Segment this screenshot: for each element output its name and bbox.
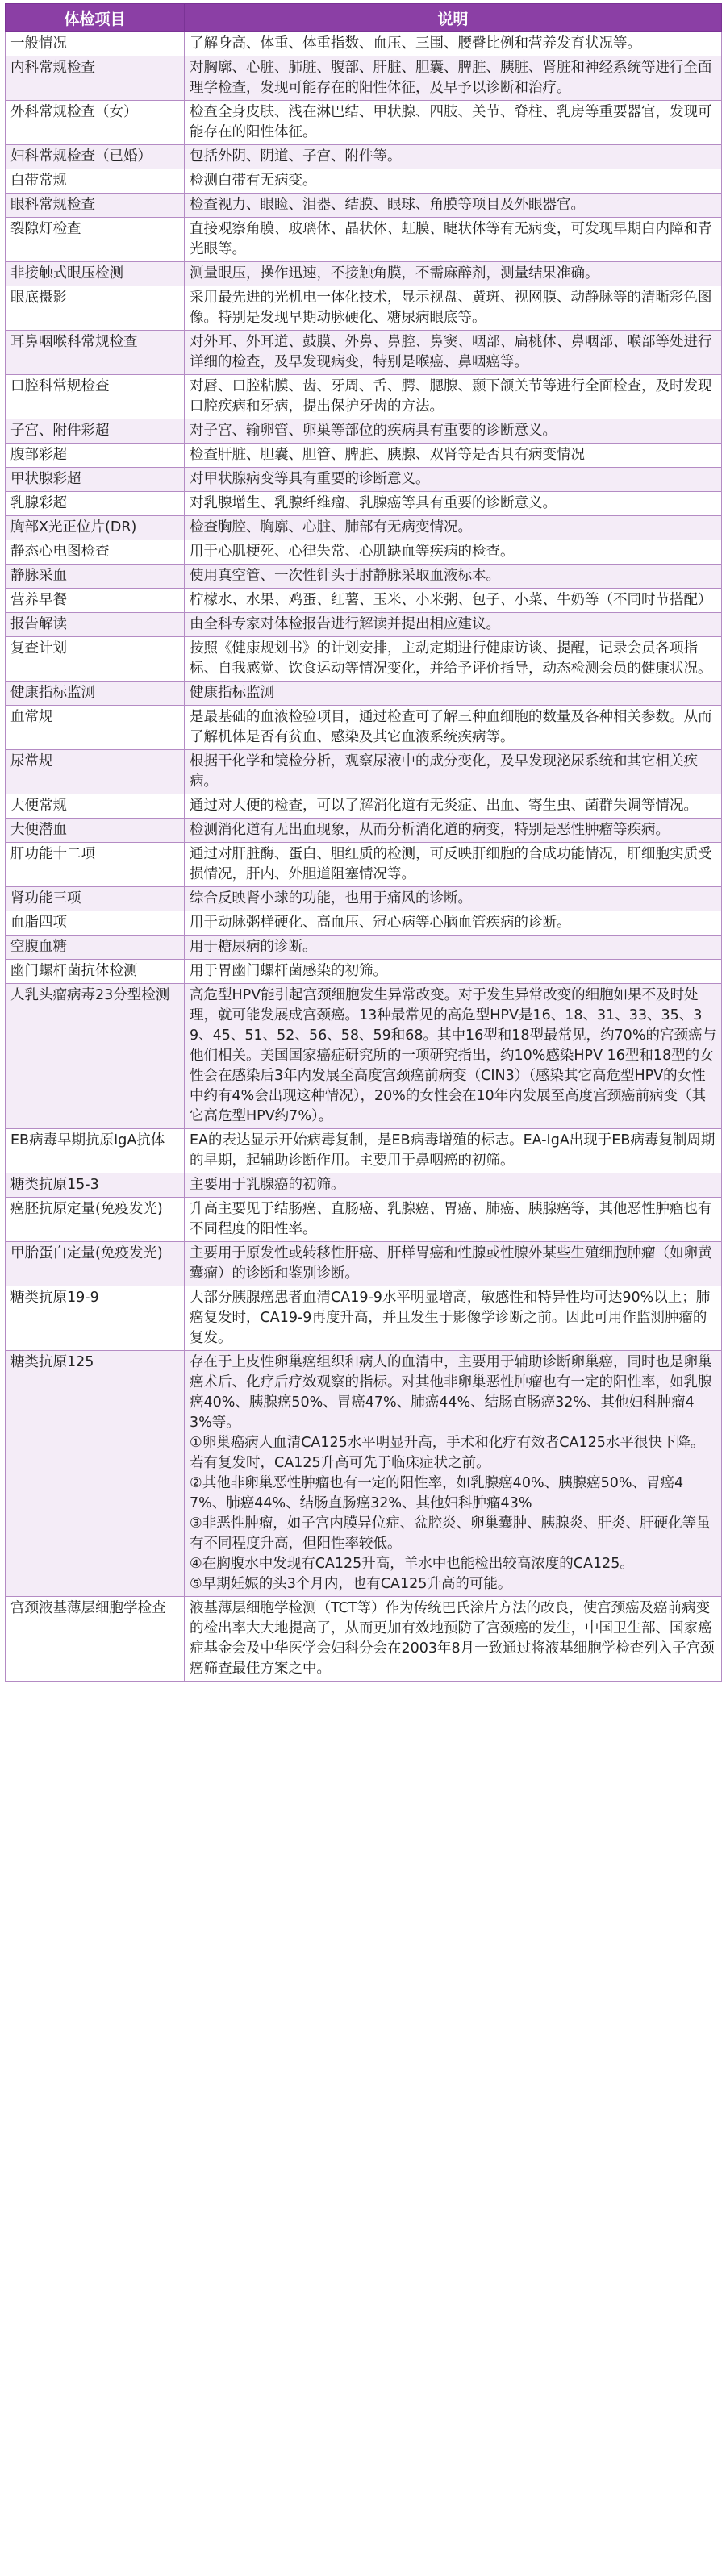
exam-item-name: 耳鼻咽喉科常规检查 xyxy=(6,331,185,375)
description-paragraph: 柠檬水、水果、鸡蛋、红薯、玉米、小米粥、包子、小菜、牛奶等（不同时节搭配） xyxy=(190,592,712,608)
exam-item-description xyxy=(185,589,722,613)
description-paragraph: 综合反映肾小球的功能，也用于痛风的诊断。 xyxy=(190,890,472,907)
description-paragraph: 液基薄层细胞学检测（TCT等）作为传统巴氏涂片方法的改良，使宫颈癌及癌前病变的检出率大大地提高了，从而更加有效地预防了宫颈癌的发生，中国卫生部、国家癌症基金会及中华医学会妇科分会在2003年8月一致通过将液基细胞学检查列入子宫颈癌筛查最佳方案之中。 xyxy=(190,1600,715,1677)
table-row xyxy=(6,637,722,682)
header-item-column: 体检项目 xyxy=(6,4,185,32)
table-row xyxy=(6,262,722,286)
exam-item-description xyxy=(185,32,722,56)
exam-item-name: 幽门螺杆菌抗体检测 xyxy=(6,960,185,984)
exam-item-name: 外科常规检查（女） xyxy=(6,101,185,145)
exam-item-description xyxy=(185,911,722,936)
page xyxy=(5,3,721,1682)
exam-item-description xyxy=(185,960,722,984)
exam-item-description xyxy=(185,492,722,516)
table-row xyxy=(6,331,722,375)
table-row xyxy=(6,492,722,516)
description-paragraph: 采用最先进的光机电一体化技术，显示视盘、黄斑、视网膜、动静脉等的清晰彩色图像。特别是发现早期动脉硬化、糖尿病眼底等。 xyxy=(190,290,712,326)
description-paragraph: ④在胸腹水中发现有CA125升高，羊水中也能检出较高浓度的CA125。 xyxy=(190,1556,634,1572)
table-row xyxy=(6,1198,722,1242)
table-row xyxy=(6,1286,722,1351)
exam-item-name: 癌胚抗原定量(免疫发光) xyxy=(6,1198,185,1242)
exam-item-description xyxy=(185,286,722,331)
description-paragraph: 高危型HPV能引起宫颈细胞发生异常改变。对于发生异常改变的细胞如果不及时处理，就可能发展成宫颈癌。13种最常见的高危型HPV是16、18、31、33、35、39、45、51、52、56、58、59和68。其中16型和18型最常见，约70%的宫颈癌与他们相关。美国国家癌症研究所的一项研究指出，约10%感染HPV 16型和18型的女性会在感染后3年内发展至高度宫颈癌前病变（CIN3）（感染其它高危型HPV的女性中约有4%会出现这种情况），20%的女性会在10年内发展至高度宫颈癌前病变（其它高危型HPV约7%）。 xyxy=(190,987,716,1124)
description-paragraph: 主要用于原发性或转移性肝癌、肝样胃癌和性腺或性腺外某些生殖细胞肿瘤（如卵黄囊瘤）的诊断和鉴别诊断。 xyxy=(190,1245,712,1282)
exam-item-name: 尿常规 xyxy=(6,750,185,794)
exam-item-name: 静脉采血 xyxy=(6,565,185,589)
exam-item-name: 人乳头瘤病毒23分型检测 xyxy=(6,984,185,1129)
exam-item-name: 胸部X光正位片(DR) xyxy=(6,516,185,540)
description-paragraph: 测量眼压，操作迅速，不接触角膜，不需麻醉剂，测量结果准确。 xyxy=(190,265,599,281)
table-row xyxy=(6,375,722,419)
exam-item-description xyxy=(185,682,722,706)
exam-item-description xyxy=(185,419,722,444)
exam-item-description xyxy=(185,194,722,218)
description-paragraph: EA的表达显示开始病毒复制，是EB病毒增殖的标志。EA-IgA出现于EB病毒复制周期的早期，起辅助诊断作用。主要用于鼻咽癌的初筛。 xyxy=(190,1132,716,1169)
exam-item-description xyxy=(185,262,722,286)
table-row xyxy=(6,984,722,1129)
table-row xyxy=(6,1242,722,1286)
exam-item-name: 复查计划 xyxy=(6,637,185,682)
table-row xyxy=(6,887,722,911)
exam-item-name: 乳腺彩超 xyxy=(6,492,185,516)
description-paragraph: 包括外阴、阴道、子宫、附件等。 xyxy=(190,148,402,165)
exam-item-name: 报告解读 xyxy=(6,613,185,637)
exam-item-name: 肝功能十二项 xyxy=(6,843,185,887)
exam-item-description xyxy=(185,1242,722,1286)
description-paragraph: 对外耳、外耳道、鼓膜、外鼻、鼻腔、鼻窦、咽部、扁桃体、鼻咽部、喉部等处进行详细的检查，及早发现病变，特别是喉癌、鼻咽癌等。 xyxy=(190,334,712,370)
exam-item-description xyxy=(185,794,722,819)
table-row xyxy=(6,1597,722,1682)
table-row xyxy=(6,218,722,262)
description-paragraph: 检测白带有无病变。 xyxy=(190,173,317,189)
table-row xyxy=(6,169,722,194)
table-row xyxy=(6,1173,722,1198)
description-paragraph: 对乳腺增生、乳腺纤维瘤、乳腺癌等具有重要的诊断意义。 xyxy=(190,495,557,511)
exam-item-description xyxy=(185,375,722,419)
exam-item-name: 空腹血糖 xyxy=(6,936,185,960)
exam-item-name: 糖类抗原125 xyxy=(6,1351,185,1597)
table-row xyxy=(6,843,722,887)
description-paragraph: 主要用于乳腺癌的初筛。 xyxy=(190,1177,345,1193)
description-paragraph: 对子宫、输卵管、卵巢等部位的疾病具有重要的诊断意义。 xyxy=(190,423,557,439)
table-row xyxy=(6,682,722,706)
exam-item-description xyxy=(185,1286,722,1351)
description-paragraph: 升高主要见于结肠癌、直肠癌、乳腺癌、胃癌、肺癌、胰腺癌等，其他恶性肿瘤也有不同程度的阳性率。 xyxy=(190,1201,712,1237)
exam-item-name: 甲胎蛋白定量(免疫发光) xyxy=(6,1242,185,1286)
description-paragraph: 检查全身皮肤、浅在淋巴结、甲状腺、四肢、关节、脊柱、乳房等重要器官，发现可能存在的阳性体征。 xyxy=(190,104,712,140)
exam-item-name: 血脂四项 xyxy=(6,911,185,936)
description-paragraph: 存在于上皮性卵巢癌组织和病人的血清中，主要用于辅助诊断卵巢癌，同时也是卵巢癌术后、化疗后疗效观察的指标。对其他非卵巢恶性肿瘤也有一定的阳性率，如乳腺癌40%、胰腺癌50%、胃癌47%、肺癌44%、结肠直肠癌32%、其他妇科肿瘤43%等。 xyxy=(190,1354,712,1431)
exam-item-description xyxy=(185,468,722,492)
exam-item-description xyxy=(185,984,722,1129)
table-row xyxy=(6,468,722,492)
exam-item-description xyxy=(185,819,722,843)
table-body xyxy=(6,32,722,1682)
header-description-column: 说明 xyxy=(185,4,722,32)
description-paragraph: 直接观察角膜、玻璃体、晶状体、虹膜、睫状体等有无病变，可发现早期白内障和青光眼等。 xyxy=(190,221,712,257)
exam-item-name: 大便潜血 xyxy=(6,819,185,843)
table-row xyxy=(6,540,722,565)
table-row xyxy=(6,565,722,589)
exam-item-description xyxy=(185,444,722,468)
description-paragraph: 用于糖尿病的诊断。 xyxy=(190,939,317,955)
exam-item-name: 眼科常规检查 xyxy=(6,194,185,218)
description-paragraph: 了解身高、体重、体重指数、血压、三围、腰臀比例和营养发育状况等。 xyxy=(190,35,641,52)
table-row xyxy=(6,1351,722,1597)
table-row xyxy=(6,750,722,794)
exam-item-description xyxy=(185,887,722,911)
exam-item-description xyxy=(185,1351,722,1597)
description-paragraph: 由全科专家对体检报告进行解读并提出相应建议。 xyxy=(190,616,500,632)
exam-item-name: 宫颈液基薄层细胞学检查 xyxy=(6,1597,185,1682)
description-paragraph: ①卵巢癌病人血清CA125水平明显升高，手术和化疗有效者CA125水平很快下降。若有复发时，CA125升高可先于临床症状之前。 xyxy=(190,1435,705,1471)
exam-item-description xyxy=(185,843,722,887)
exam-item-description xyxy=(185,1198,722,1242)
exam-item-name: 眼底摄影 xyxy=(6,286,185,331)
table-row xyxy=(6,819,722,843)
exam-item-name: 一般情况 xyxy=(6,32,185,56)
exam-item-name: 口腔科常规检查 xyxy=(6,375,185,419)
description-paragraph: 根据干化学和镜检分析，观察尿液中的成分变化，及早发现泌尿系统和其它相关疾病。 xyxy=(190,753,698,790)
table-row xyxy=(6,444,722,468)
exam-item-name: EB病毒早期抗原IgA抗体 xyxy=(6,1129,185,1173)
exam-item-description xyxy=(185,540,722,565)
table-row xyxy=(6,194,722,218)
description-paragraph: 对胸廓、心脏、肺脏、腹部、肝脏、胆囊、脾脏、胰脏、肾脏和神经系统等进行全面理学检查，发现可能存在的阳性体征，及早予以诊断和治疗。 xyxy=(190,60,712,96)
table-header xyxy=(6,4,722,32)
table-row xyxy=(6,516,722,540)
description-paragraph: 大部分胰腺癌患者血清CA19-9水平明显增高，敏感性和特异性均可达90%以上；肺癌复发时，CA19-9再度升高，并且发生于影像学诊断之前。因此可用作监测肿瘤的复发。 xyxy=(190,1290,711,1346)
table-row xyxy=(6,286,722,331)
description-paragraph: 检查胸腔、胸廓、心脏、肺部有无病变情况。 xyxy=(190,519,472,536)
table-row xyxy=(6,794,722,819)
table-row xyxy=(6,960,722,984)
exam-item-description xyxy=(185,613,722,637)
table-row xyxy=(6,419,722,444)
exam-item-name: 腹部彩超 xyxy=(6,444,185,468)
description-paragraph: 通过对肝脏酶、蛋白、胆红质的检测，可反映肝细胞的合成功能情况，肝细胞实质受损情况，肝内、外胆道阻塞情况等。 xyxy=(190,846,712,882)
exam-item-description xyxy=(185,1597,722,1682)
exam-item-name: 糖类抗原19-9 xyxy=(6,1286,185,1351)
exam-item-description xyxy=(185,1173,722,1198)
exam-item-name: 内科常规检查 xyxy=(6,56,185,101)
exam-item-name: 血常规 xyxy=(6,706,185,750)
description-paragraph: 按照《健康规划书》的计划安排，主动定期进行健康访谈、提醒，记录会员各项指标、自我感觉、饮食运动等情况变化，并给予评价指导，动态检测会员的健康状况。 xyxy=(190,640,712,677)
exam-items-table xyxy=(5,3,722,1682)
table-row xyxy=(6,911,722,936)
table-row xyxy=(6,613,722,637)
header-row xyxy=(6,4,722,32)
table-row xyxy=(6,101,722,145)
exam-item-description xyxy=(185,145,722,169)
description-paragraph: 对甲状腺病变等具有重要的诊断意义。 xyxy=(190,471,430,487)
exam-item-name: 静态心电图检查 xyxy=(6,540,185,565)
exam-item-name: 白带常规 xyxy=(6,169,185,194)
exam-item-description xyxy=(185,706,722,750)
exam-item-name: 糖类抗原15-3 xyxy=(6,1173,185,1198)
description-paragraph: 通过对大便的检查，可以了解消化道有无炎症、出血、寄生虫、菌群失调等情况。 xyxy=(190,798,698,814)
exam-item-name: 健康指标监测 xyxy=(6,682,185,706)
exam-item-name: 非接触式眼压检测 xyxy=(6,262,185,286)
exam-item-description xyxy=(185,101,722,145)
description-paragraph: 用于胃幽门螺杆菌感染的初筛。 xyxy=(190,963,387,979)
exam-item-name: 营养早餐 xyxy=(6,589,185,613)
exam-item-description xyxy=(185,1129,722,1173)
table-row xyxy=(6,145,722,169)
exam-item-name: 大便常规 xyxy=(6,794,185,819)
table-row xyxy=(6,56,722,101)
description-paragraph: 检查视力、眼睑、泪器、结膜、眼球、角膜等项目及外眼器官。 xyxy=(190,197,585,213)
exam-item-description xyxy=(185,637,722,682)
description-paragraph: 是最基础的血液检验项目，通过检查可了解三种血细胞的数量及各种相关参数。从而了解机体是否有贫血、感染及其它血液系统疾病等。 xyxy=(190,709,712,745)
table-row xyxy=(6,32,722,56)
exam-item-description xyxy=(185,169,722,194)
description-paragraph: 检查肝脏、胆囊、胆管、脾脏、胰腺、双肾等是否具有病变情况 xyxy=(190,447,585,463)
exam-item-name: 甲状腺彩超 xyxy=(6,468,185,492)
table-row xyxy=(6,706,722,750)
description-paragraph: 用于心肌梗死、心律失常、心肌缺血等疾病的检查。 xyxy=(190,544,515,560)
exam-item-name: 妇科常规检查（已婚） xyxy=(6,145,185,169)
table-row xyxy=(6,589,722,613)
description-paragraph: ②其他非卵巢恶性肿瘤也有一定的阳性率，如乳腺癌40%、胰腺癌50%、胃癌47%、肺癌44%、结肠直肠癌32%、其他妇科肿瘤43% xyxy=(190,1475,684,1511)
exam-item-description xyxy=(185,516,722,540)
exam-item-name: 肾功能三项 xyxy=(6,887,185,911)
exam-item-description xyxy=(185,565,722,589)
description-paragraph: ③非恶性肿瘤，如子宫内膜异位症、盆腔炎、卵巢囊肿、胰腺炎、肝炎、肝硬化等虽有不同程度升高，但阳性率较低。 xyxy=(190,1515,711,1552)
exam-item-description xyxy=(185,936,722,960)
description-paragraph: 用于动脉粥样硬化、高血压、冠心病等心脑血管疾病的诊断。 xyxy=(190,915,571,931)
description-paragraph: 对唇、口腔粘膜、齿、牙周、舌、腭、腮腺、颞下颌关节等进行全面检查，及时发现口腔疾病和牙病，提出保护牙齿的方法。 xyxy=(190,378,712,415)
description-paragraph: 检测消化道有无出血现象，从而分析消化道的病变，特别是恶性肿瘤等疾病。 xyxy=(190,822,670,838)
table-row xyxy=(6,1129,722,1173)
exam-item-description xyxy=(185,218,722,262)
exam-item-description xyxy=(185,750,722,794)
description-paragraph: ⑤早期妊娠的头3个月内，也有CA125升高的可能。 xyxy=(190,1576,512,1592)
exam-item-description xyxy=(185,56,722,101)
exam-item-description xyxy=(185,331,722,375)
description-paragraph: 健康指标监测 xyxy=(190,685,274,701)
table-row xyxy=(6,936,722,960)
exam-item-name: 子宫、附件彩超 xyxy=(6,419,185,444)
description-paragraph: 使用真空管、一次性针头于肘静脉采取血液标本。 xyxy=(190,568,500,584)
exam-item-name: 裂隙灯检查 xyxy=(6,218,185,262)
